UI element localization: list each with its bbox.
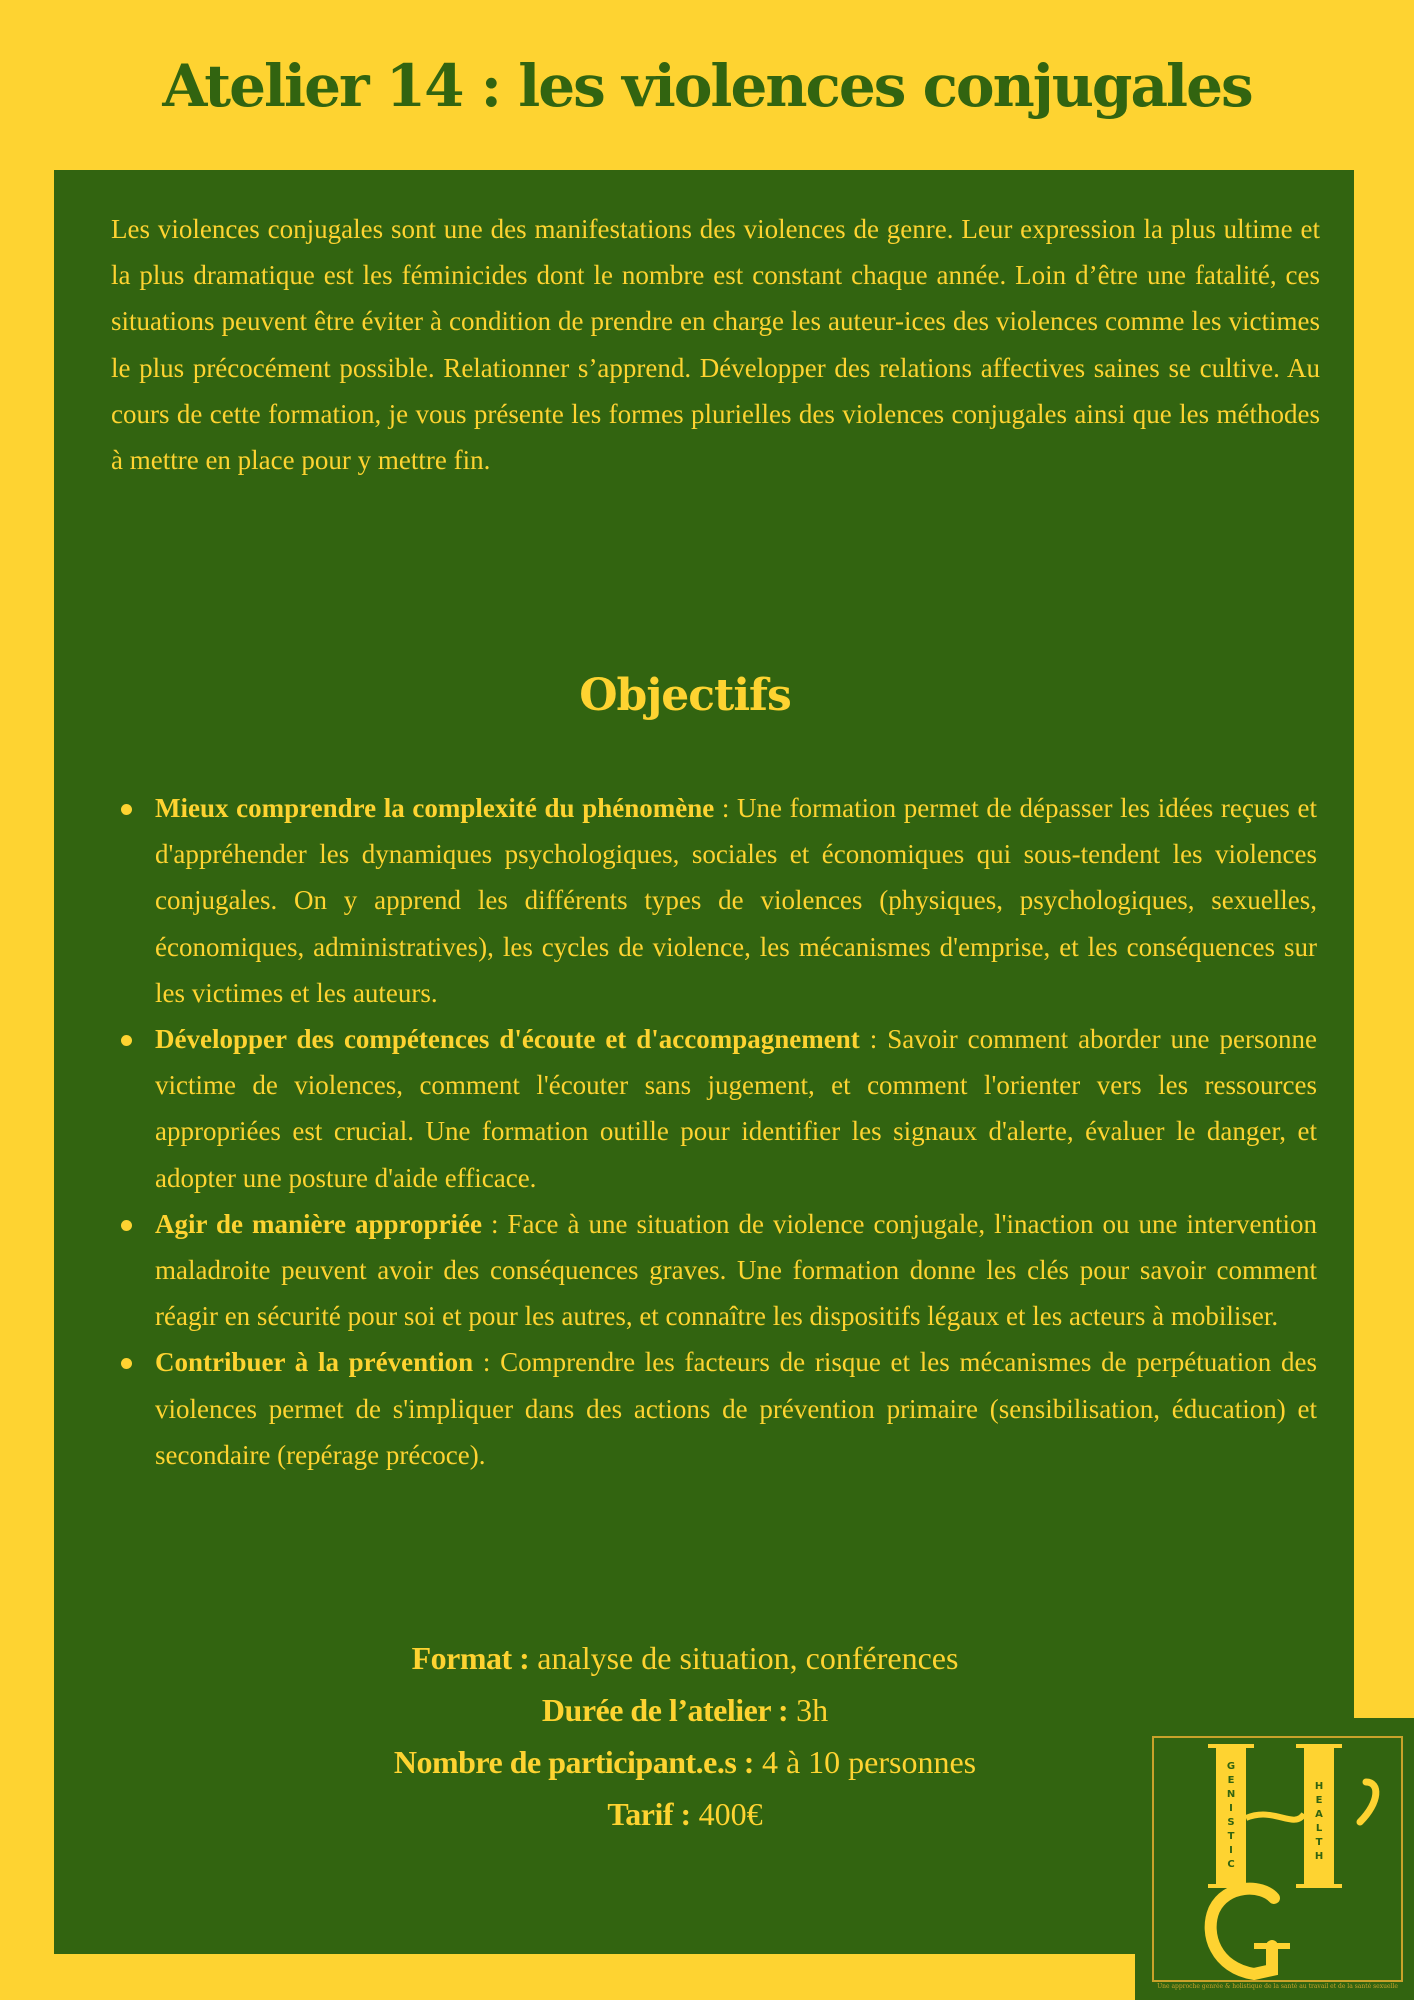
objectives-list bbox=[155, 785, 1317, 1478]
logo-word-left: G E N I S T I C bbox=[1226, 1761, 1236, 1870]
objective-text: : Savoir comment aborder une personne victime de violences, comment l'écouter sans jugement, et comment l'orienter vers les ressources appropriées est crucial. Une formation outille pour identifier les signaux d'alerte, évaluer le danger, et adopter une posture d'aide efficace. bbox=[155, 1024, 1317, 1193]
objective-label: Contribuer à la prévention bbox=[155, 1347, 474, 1378]
participants-value: 4 à 10 personnes bbox=[753, 1744, 977, 1780]
objective-item bbox=[155, 1339, 1317, 1478]
objective-item bbox=[155, 785, 1317, 1016]
price-value: 400€ bbox=[690, 1796, 763, 1832]
objective-text: : Une formation permet de dépasser les idées reçues et d'appréhender les dynamiques psychologiques, sociales et économiques qui sous-tendent les violences conjugales. On y apprend les différents types de violences (physiques, psychologiques, sexuelles, économiques, administratives), les cycles de violence, les mécanismes d'emprise, et les conséquences sur les victimes et les auteurs. bbox=[155, 793, 1317, 1008]
duration-label: Durée de l’atelier : bbox=[541, 1692, 789, 1728]
intro-paragraph: Les violences conjugales sont une des manifestations des violences de genre. Leur expression la plus ultime et la plus dramatique est les féminicides dont le nombre est constant chaque année. Loin d’être une fatalité, ces situations peuvent être éviter à condition de prendre en charge les auteur-ices des violences comme les victimes le plus précocément possible. Relationner s’apprend. Développer des relations affectives saines se cultive. Au cours de cette formation, je vous présente les formes plurielles des violences conjugales ainsi que les méthodes à mettre en place pour y mettre fin. bbox=[111, 214, 1320, 476]
objective-label: Développer des compétences d'écoute et d'accompagnement bbox=[155, 1024, 860, 1055]
page-title: Atelier 14 : les violences conjugales bbox=[162, 52, 1252, 120]
objective-item bbox=[155, 1201, 1317, 1340]
duration-value: 3h bbox=[788, 1692, 829, 1728]
format-label: Format : bbox=[411, 1640, 530, 1676]
objective-item bbox=[155, 1016, 1317, 1201]
participants-label: Nombre de participant.e.s : bbox=[393, 1744, 754, 1780]
objective-label: Agir de manière appropriée bbox=[155, 1208, 482, 1239]
format-line bbox=[0, 1632, 1370, 1684]
logo-tagline: Une approche genrée & holistique de la santé au travail et de la santé sexuelle bbox=[1157, 1983, 1398, 1990]
duration-line bbox=[0, 1684, 1370, 1736]
objective-text: : Comprendre les facteurs de risque et les mécanismes de perpétuation des violences permet de s'impliquer dans des actions de prévention primaire (sensibilisation, éducation) et secondaire (repérage précoce). bbox=[155, 1347, 1317, 1470]
objectives-heading: Objectifs bbox=[579, 670, 791, 721]
format-value: analyse de situation, conférences bbox=[529, 1640, 959, 1676]
genistic-health-logo bbox=[1152, 1736, 1403, 1982]
objective-text: : Face à une situation de violence conjugale, l'inaction ou une intervention maladroite peuvent avoir des conséquences graves. Une formation donne les clés pour savoir comment réagir en sécurité pour soi et pour les autres, et connaître les dispositifs légaux et les acteurs à mobiliser. bbox=[155, 1208, 1317, 1332]
logo-monogram-icon bbox=[1154, 1738, 1401, 1980]
objective-label: Mieux comprendre la complexité du phénomène bbox=[155, 793, 715, 823]
price-label: Tarif : bbox=[607, 1796, 691, 1832]
logo-word-right: H E A L T H bbox=[1314, 1781, 1324, 1862]
